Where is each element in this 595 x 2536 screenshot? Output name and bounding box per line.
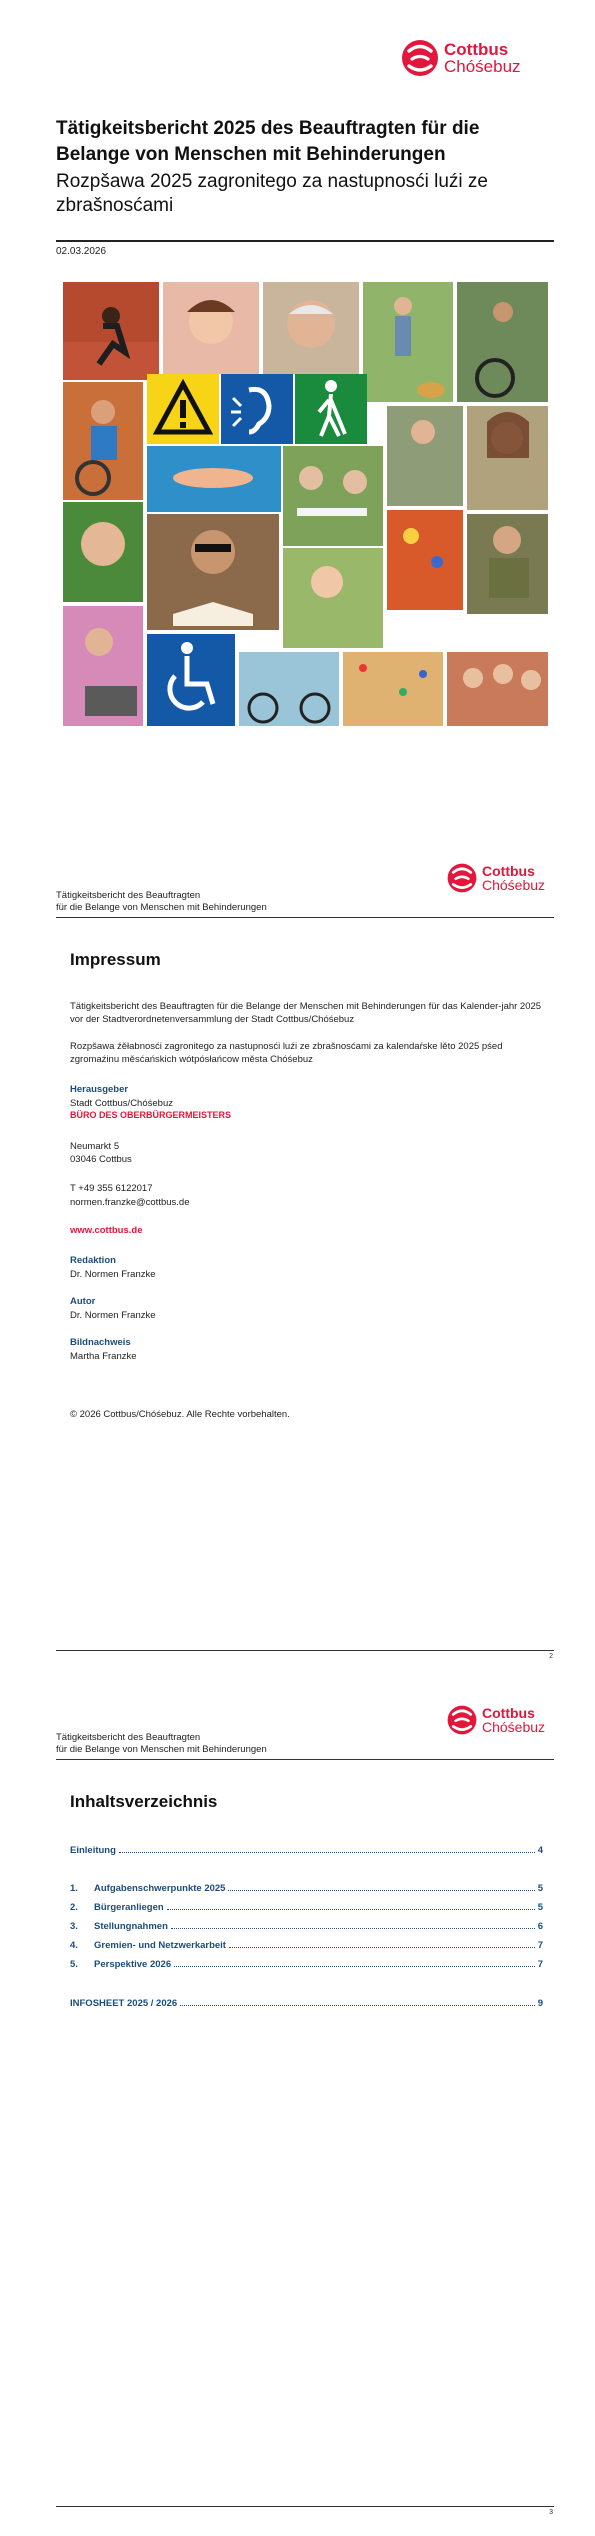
cottbus-logo xyxy=(446,862,545,894)
toc-leader-dots xyxy=(180,1997,535,2006)
phone-number: T +49 355 6122017 xyxy=(70,1183,153,1194)
photo-handbike xyxy=(239,652,339,726)
toc-entry-label: Gremien- und Netzwerkarbeit xyxy=(94,1940,226,1951)
toc-entry-page: 7 xyxy=(537,1959,543,1970)
running-header-line-1: Tätigkeitsbericht des Beauftragten xyxy=(56,1732,201,1743)
cover-photo-collage xyxy=(63,282,548,769)
photo-credit-label: Bildnachweis xyxy=(70,1337,131,1348)
toc-leader-dots xyxy=(167,1901,535,1910)
cottbus-logo-icon xyxy=(446,862,478,894)
logo-line-1: Cottbus xyxy=(482,863,535,879)
impressum-text-sorbian: Rozpšawa źěłabnosći zagronitego za nastupnosći luźi ze zbrašnosćami za kalendaŕske lěto 2025 pśed zgromaźinu měsćańskich wótpósłańcow města Chóśebuz xyxy=(70,1041,503,1065)
photo-seniors-table xyxy=(283,446,383,546)
impressum-heading: Impressum xyxy=(70,950,161,969)
toc-page xyxy=(0,1684,595,2536)
toc-entry-infosheet[interactable] xyxy=(70,1997,543,2009)
toc-entry-number: 5. xyxy=(70,1959,78,1970)
logo-line-2: Chóśebuz xyxy=(444,57,521,76)
logo-line-2: Chóśebuz xyxy=(482,877,546,893)
running-header xyxy=(56,1732,267,1756)
impressum-text-german: Tätigkeitsbericht des Beauftragten für die Belange der Menschen mit Behinderungen für das Kalender-jahr 2025 vor der Stadtverordnetenversammlung der Stadt Cottbus/Chóśebuz xyxy=(70,1001,542,1025)
cottbus-logo-icon xyxy=(446,1704,478,1736)
cottbus-logo xyxy=(400,38,521,78)
website-link[interactable]: www.cottbus.de xyxy=(70,1225,143,1236)
photo-girl-wheelchair xyxy=(283,548,383,648)
address-street: Neumarkt 5 xyxy=(70,1141,120,1152)
cottbus-logo-icon xyxy=(400,38,440,78)
toc-leader-dots xyxy=(174,1958,535,1967)
toc-entry-label: Einleitung xyxy=(70,1845,116,1856)
cottbus-logo xyxy=(446,1704,545,1736)
toc-entry-label: INFOSHEET 2025 / 2026 xyxy=(70,1998,178,2009)
logo-line-1: Cottbus xyxy=(444,40,509,59)
logo-line-2: Chóśebuz xyxy=(482,1719,546,1735)
impressum-page xyxy=(0,842,595,1684)
toc-leader-dots xyxy=(229,1939,535,1948)
office-name: BÜRO DES OBERBÜRGERMEISTERS xyxy=(70,1110,232,1120)
page-number: 3 xyxy=(549,2509,553,2516)
toc-entry-number: 4. xyxy=(70,1940,78,1951)
header-rule xyxy=(56,917,554,918)
cover-page xyxy=(0,0,595,842)
toc-entry-label: Perspektive 2026 xyxy=(94,1959,172,1970)
toc-leader-dots xyxy=(228,1882,534,1891)
email-link[interactable]: normen.franzke@cottbus.de xyxy=(70,1197,190,1208)
cover-rule xyxy=(56,240,554,242)
toc-entry-label: Aufgabenschwerpunkte 2025 xyxy=(94,1883,226,1894)
page-number: 2 xyxy=(549,1653,553,1660)
toc-entry-2[interactable] xyxy=(70,1901,543,1913)
toc-leader-dots xyxy=(171,1920,535,1929)
running-header-line-1: Tätigkeitsbericht des Beauftragten xyxy=(56,890,201,901)
publisher-name: Stadt Cottbus/Chóśebuz xyxy=(70,1098,173,1109)
copyright-notice: © 2026 Cottbus/Chóśebuz. Alle Rechte vorbehalten. xyxy=(70,1409,290,1420)
toc-entry-5[interactable] xyxy=(70,1958,543,1970)
editor-name: Dr. Normen Franzke xyxy=(70,1269,156,1280)
sign-hearing xyxy=(221,374,293,444)
editor-label: Redaktion xyxy=(70,1255,116,1266)
toc-entry-number: 3. xyxy=(70,1921,78,1932)
cover-title-german: Tätigkeitsbericht 2025 des Beauftragten für die Belange von Menschen mit Behinderungen xyxy=(56,118,480,165)
toc-entry-3[interactable] xyxy=(70,1920,543,1932)
photo-credit-name: Martha Franzke xyxy=(70,1351,137,1362)
photo-climbing-wall xyxy=(343,652,443,726)
toc-entry-page: 4 xyxy=(537,1845,543,1856)
toc-heading: Inhaltsverzeichnis xyxy=(70,1792,218,1811)
toc-entry-page: 5 xyxy=(537,1902,543,1913)
running-header xyxy=(56,890,267,914)
publisher-label: Herausgeber xyxy=(70,1084,129,1095)
toc-entry-intro[interactable] xyxy=(70,1844,543,1856)
footer-rule xyxy=(56,2506,554,2507)
cover-title-sorbian: Rozpšawa 2025 zagronitego za nastupnosći luźi ze zbrašnosćami xyxy=(56,171,488,216)
toc-entry-1[interactable] xyxy=(70,1882,543,1894)
author-name: Dr. Normen Franzke xyxy=(70,1310,156,1321)
toc-entry-page: 7 xyxy=(537,1940,543,1951)
toc-entry-page: 9 xyxy=(537,1998,543,2009)
toc-entry-number: 2. xyxy=(70,1902,78,1913)
photo-child-art xyxy=(387,510,463,610)
cover-date: 02.03.2026 xyxy=(56,246,107,257)
header-rule xyxy=(56,1759,554,1760)
author-label: Autor xyxy=(70,1296,96,1307)
logo-line-1: Cottbus xyxy=(482,1705,535,1721)
footer-rule xyxy=(56,1650,554,1651)
address-city: 03046 Cottbus xyxy=(70,1154,132,1165)
toc-entry-number: 1. xyxy=(70,1883,78,1894)
running-header-line-2: für die Belange von Menschen mit Behinderungen xyxy=(56,902,267,913)
toc-leader-dots xyxy=(119,1844,535,1853)
toc-entry-4[interactable] xyxy=(70,1939,543,1951)
toc-entry-page: 5 xyxy=(537,1883,543,1894)
toc-entry-label: Stellungnahmen xyxy=(94,1921,168,1932)
toc-entry-label: Bürgeranliegen xyxy=(94,1902,164,1913)
toc-entry-page: 6 xyxy=(537,1921,543,1932)
running-header-line-2: für die Belange von Menschen mit Behinderungen xyxy=(56,1744,267,1755)
photo-man-wheelchair xyxy=(457,282,548,402)
